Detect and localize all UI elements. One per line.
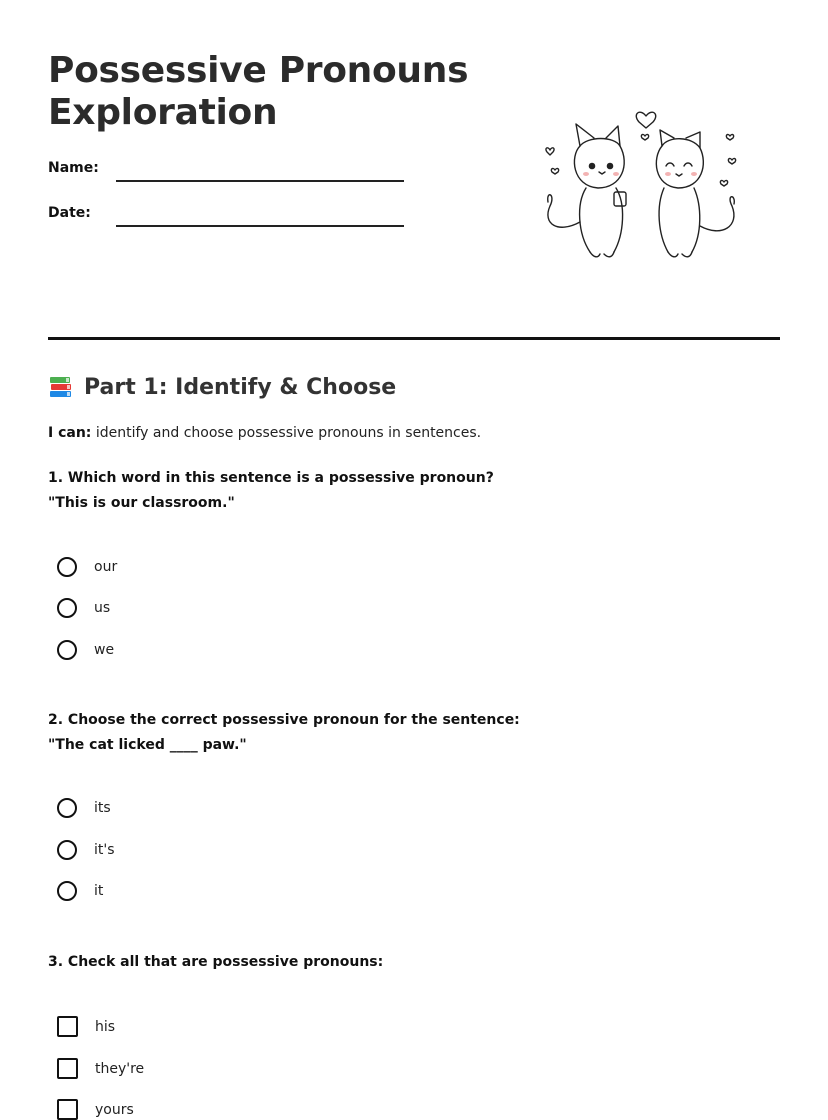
part1-title: Part 1: Identify & Choose: [84, 374, 397, 400]
part1-heading: [48, 374, 396, 400]
radio-button[interactable]: [57, 598, 77, 618]
question-3: [48, 950, 383, 975]
radio-button[interactable]: [57, 881, 77, 901]
name-label: Name:: [48, 160, 99, 176]
checkbox[interactable]: [57, 1099, 78, 1120]
question-1-sentence: "This is our classroom.": [48, 495, 235, 511]
date-field: [48, 205, 404, 221]
i-can-text: identify and choose possessive pronouns in sentences.: [91, 425, 482, 441]
q1-option-we[interactable]: [57, 640, 114, 660]
option-label: his: [95, 1018, 116, 1035]
option-label: our: [94, 559, 118, 575]
name-line[interactable]: [116, 180, 404, 182]
option-label: they're: [95, 1060, 145, 1077]
radio-button[interactable]: [57, 640, 77, 660]
date-label: Date:: [48, 205, 91, 221]
radio-button[interactable]: [57, 798, 77, 818]
date-line[interactable]: [116, 225, 404, 227]
i-can-label: I can:: [48, 425, 92, 441]
option-label: it: [94, 883, 104, 899]
q3-option-theyre[interactable]: [57, 1058, 144, 1079]
q3-option-his[interactable]: [57, 1016, 115, 1037]
name-field: [48, 160, 404, 176]
q2-option-it[interactable]: [57, 881, 103, 901]
question-2-prompt: 2. Choose the correct possessive pronoun for the sentence:: [48, 712, 520, 728]
worksheet-title: [48, 50, 488, 134]
checkbox[interactable]: [57, 1016, 78, 1037]
option-label: yours: [95, 1101, 134, 1118]
q2-option-its[interactable]: [57, 798, 111, 818]
q1-option-our[interactable]: [57, 557, 117, 577]
option-label: us: [94, 600, 111, 616]
cats-illustration-icon: [536, 94, 746, 266]
q2-option-its-contraction[interactable]: [57, 840, 115, 860]
radio-button[interactable]: [57, 840, 77, 860]
q3-option-yours[interactable]: [57, 1099, 134, 1120]
question-2-sentence: "The cat licked ____ paw.": [48, 737, 247, 753]
option-label: its: [94, 800, 111, 816]
option-label: it's: [94, 842, 115, 858]
q1-option-us[interactable]: [57, 598, 110, 618]
question-3-prompt: 3. Check all that are possessive pronouns:: [48, 954, 384, 970]
title-line-2: Exploration: [48, 92, 278, 133]
checkbox[interactable]: [57, 1058, 78, 1079]
question-1-prompt: 1. Which word in this sentence is a possessive pronoun?: [48, 470, 494, 486]
i-can-statement: [48, 425, 481, 441]
question-2: [48, 708, 520, 758]
radio-button[interactable]: [57, 557, 77, 577]
title-line-1: Possessive Pronouns: [48, 50, 469, 91]
books-icon: [48, 374, 74, 400]
question-1: [48, 466, 494, 516]
option-label: we: [94, 642, 115, 658]
section-divider: [48, 337, 780, 340]
